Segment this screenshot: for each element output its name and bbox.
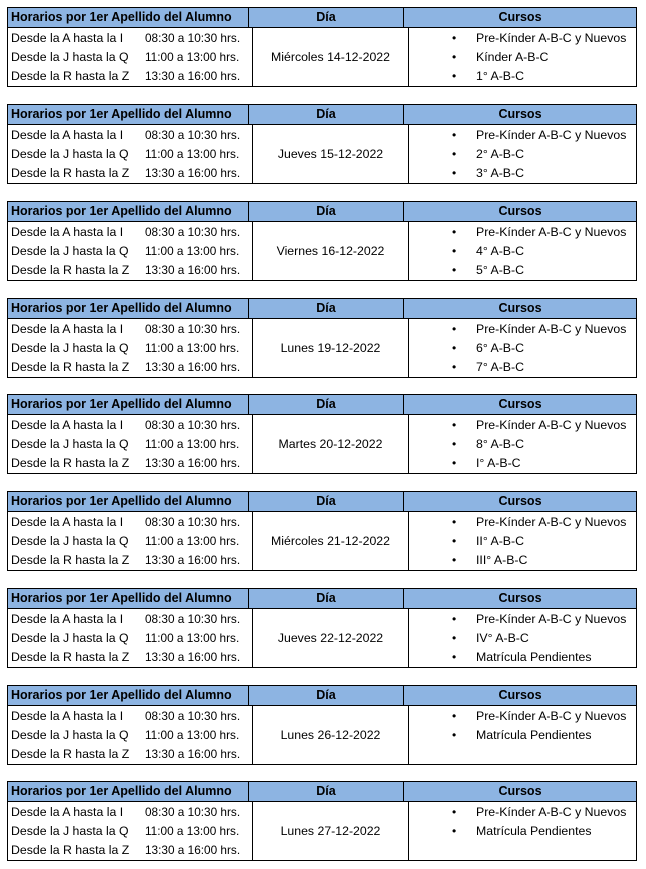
time-slot: 11:00 a 13:00 hrs. <box>145 534 240 548</box>
surname-range: Desde la J hasta la Q <box>11 341 129 355</box>
time-row <box>11 610 252 629</box>
course-item <box>409 532 636 551</box>
time-row <box>11 822 252 841</box>
courses-cell <box>409 28 636 86</box>
header-dia: Día <box>249 492 404 511</box>
time-row <box>11 164 252 183</box>
time-ranges <box>8 512 253 570</box>
surname-range: Desde la R hasta la Z <box>11 843 130 857</box>
time-slot: 11:00 a 13:00 hrs. <box>145 244 240 258</box>
course-item <box>409 48 636 67</box>
time-slot: 08:30 a 10:30 hrs. <box>145 128 241 142</box>
table-header <box>8 395 636 415</box>
table-body <box>8 512 636 570</box>
surname-range: Desde la J hasta la Q <box>11 244 129 258</box>
course-item <box>409 454 636 473</box>
table-header <box>8 782 636 802</box>
time-row <box>11 726 252 745</box>
course-label: Pre-Kínder A-B-C y Nuevos <box>476 709 627 723</box>
course-label: 8° A-B-C <box>476 437 524 451</box>
course-item <box>409 320 636 339</box>
table-header <box>8 202 636 222</box>
bullet-icon: • <box>452 263 457 277</box>
header-horarios: Horarios por 1er Apellido del Alumno <box>8 589 249 608</box>
header-horarios: Horarios por 1er Apellido del Alumno <box>8 299 249 318</box>
day-cell <box>253 415 409 473</box>
surname-range: Desde la J hasta la Q <box>11 824 129 838</box>
course-label: 1° A-B-C <box>476 69 524 83</box>
schedule-block <box>7 685 637 765</box>
time-slot: 08:30 a 10:30 hrs. <box>145 612 241 626</box>
time-slot: 13:30 a 16:00 hrs. <box>145 843 241 857</box>
table-body <box>8 28 636 86</box>
course-label: Matrícula Pendientes <box>476 824 592 838</box>
time-slot: 11:00 a 13:00 hrs. <box>145 147 240 161</box>
time-row <box>11 145 252 164</box>
day-cell <box>253 512 409 570</box>
day-cell <box>253 609 409 667</box>
surname-range: Desde la A hasta la I <box>11 612 124 626</box>
header-cursos: Cursos <box>498 591 542 605</box>
table-body <box>8 802 636 860</box>
table-header <box>8 492 636 512</box>
time-slot: 13:30 a 16:00 hrs. <box>145 69 241 83</box>
time-slot: 11:00 a 13:00 hrs. <box>145 437 240 451</box>
time-slot: 08:30 a 10:30 hrs. <box>145 805 241 819</box>
header-dia: Día <box>249 8 404 27</box>
time-slot: 08:30 a 10:30 hrs. <box>145 225 241 239</box>
surname-range: Desde la J hasta la Q <box>11 50 129 64</box>
time-row <box>11 242 252 261</box>
schedule-block <box>7 491 637 571</box>
header-dia: Día <box>249 105 404 124</box>
time-slot: 13:30 a 16:00 hrs. <box>145 650 241 664</box>
header-horarios: Horarios por 1er Apellido del Alumno <box>8 202 249 221</box>
course-item <box>409 629 636 648</box>
time-row <box>11 803 252 822</box>
courses-cell <box>409 706 636 764</box>
time-row <box>11 320 252 339</box>
course-item <box>409 803 636 822</box>
table-body <box>8 706 636 764</box>
schedule-block <box>7 394 637 474</box>
courses-cell <box>409 609 636 667</box>
bullet-icon: • <box>452 147 457 161</box>
surname-range: Desde la A hasta la I <box>11 322 124 336</box>
time-slot: 11:00 a 13:00 hrs. <box>145 631 240 645</box>
time-slot: 13:30 a 16:00 hrs. <box>145 360 241 374</box>
course-label: Pre-Kínder A-B-C y Nuevos <box>476 31 627 45</box>
bullet-icon: • <box>452 612 457 626</box>
table-header <box>8 8 636 28</box>
time-slot: 13:30 a 16:00 hrs. <box>145 263 241 277</box>
surname-range: Desde la A hasta la I <box>11 515 124 529</box>
course-item <box>409 610 636 629</box>
header-cursos: Cursos <box>498 204 542 218</box>
bullet-icon: • <box>452 709 457 723</box>
table-body <box>8 609 636 667</box>
header-cursos: Cursos <box>498 301 542 315</box>
time-ranges <box>8 222 253 280</box>
header-cursos: Cursos <box>498 10 542 24</box>
bullet-icon: • <box>452 322 457 336</box>
bullet-icon: • <box>452 728 457 742</box>
course-item <box>409 416 636 435</box>
table-body <box>8 319 636 377</box>
time-slot: 08:30 a 10:30 hrs. <box>145 322 241 336</box>
courses-cell <box>409 802 636 860</box>
courses-cell <box>409 319 636 377</box>
time-row <box>11 551 252 570</box>
bullet-icon: • <box>452 69 457 83</box>
surname-range: Desde la A hasta la I <box>11 225 124 239</box>
time-row <box>11 126 252 145</box>
course-label: I° A-B-C <box>476 456 521 470</box>
day-cell <box>253 125 409 183</box>
surname-range: Desde la J hasta la Q <box>11 437 129 451</box>
bullet-icon: • <box>452 824 457 838</box>
time-ranges <box>8 415 253 473</box>
header-dia: Día <box>249 299 404 318</box>
course-label: Kínder A-B-C <box>476 50 549 64</box>
surname-range: Desde la R hasta la Z <box>11 263 130 277</box>
time-slot: 08:30 a 10:30 hrs. <box>145 709 241 723</box>
courses-cell <box>409 125 636 183</box>
day-cell <box>253 222 409 280</box>
surname-range: Desde la A hasta la I <box>11 709 124 723</box>
time-row <box>11 261 252 280</box>
course-item <box>409 223 636 242</box>
course-item <box>409 145 636 164</box>
bullet-icon: • <box>452 166 457 180</box>
course-label: Matrícula Pendientes <box>476 650 592 664</box>
time-ranges <box>8 125 253 183</box>
table-header <box>8 105 636 125</box>
course-item <box>409 707 636 726</box>
table-header <box>8 686 636 706</box>
schedule-block <box>7 588 637 668</box>
bullet-icon: • <box>452 418 457 432</box>
surname-range: Desde la R hasta la Z <box>11 360 130 374</box>
table-header <box>8 299 636 319</box>
table-header <box>8 589 636 609</box>
course-item <box>409 126 636 145</box>
day-cell <box>253 802 409 860</box>
bullet-icon: • <box>452 631 457 645</box>
bullet-icon: • <box>452 225 457 239</box>
header-cursos: Cursos <box>498 397 542 411</box>
course-label: 5° A-B-C <box>476 263 524 277</box>
time-row <box>11 648 252 667</box>
time-row <box>11 532 252 551</box>
time-slot: 13:30 a 16:00 hrs. <box>145 747 241 761</box>
surname-range: Desde la A hasta la I <box>11 128 124 142</box>
time-slot: 11:00 a 13:00 hrs. <box>145 824 240 838</box>
bullet-icon: • <box>452 50 457 64</box>
day-cell <box>253 28 409 86</box>
course-label: Pre-Kínder A-B-C y Nuevos <box>476 612 627 626</box>
surname-range: Desde la R hasta la Z <box>11 166 130 180</box>
time-row <box>11 841 252 860</box>
course-label: Pre-Kínder A-B-C y Nuevos <box>476 128 627 142</box>
day-label: Lunes 19-12-2022 <box>280 341 381 355</box>
day-label: Martes 20-12-2022 <box>278 437 383 451</box>
header-horarios: Horarios por 1er Apellido del Alumno <box>8 686 249 705</box>
bullet-icon: • <box>452 805 457 819</box>
header-horarios: Horarios por 1er Apellido del Alumno <box>8 492 249 511</box>
course-item <box>409 551 636 570</box>
schedule-block <box>7 298 637 378</box>
time-ranges <box>8 319 253 377</box>
time-ranges <box>8 706 253 764</box>
header-cursos: Cursos <box>498 688 542 702</box>
course-item <box>409 339 636 358</box>
course-label: Pre-Kínder A-B-C y Nuevos <box>476 805 627 819</box>
time-slot: 08:30 a 10:30 hrs. <box>145 418 241 432</box>
surname-range: Desde la J hasta la Q <box>11 728 129 742</box>
bullet-icon: • <box>452 553 457 567</box>
surname-range: Desde la J hasta la Q <box>11 534 129 548</box>
time-row <box>11 358 252 377</box>
course-label: Matrícula Pendientes <box>476 728 592 742</box>
course-label: II° A-B-C <box>476 534 524 548</box>
time-row <box>11 223 252 242</box>
time-slot: 08:30 a 10:30 hrs. <box>145 31 241 45</box>
header-horarios: Horarios por 1er Apellido del Alumno <box>8 782 249 801</box>
courses-cell <box>409 512 636 570</box>
day-label: Miércoles 14-12-2022 <box>271 50 390 64</box>
time-slot: 13:30 a 16:00 hrs. <box>145 166 241 180</box>
day-label: Lunes 26-12-2022 <box>280 728 381 742</box>
course-item <box>409 513 636 532</box>
course-item <box>409 67 636 86</box>
bullet-icon: • <box>452 437 457 451</box>
time-slot: 11:00 a 13:00 hrs. <box>145 50 240 64</box>
bullet-icon: • <box>452 128 457 142</box>
bullet-icon: • <box>452 341 457 355</box>
day-label: Viernes 16-12-2022 <box>276 244 385 258</box>
surname-range: Desde la A hasta la I <box>11 418 124 432</box>
day-label: Lunes 27-12-2022 <box>280 824 381 838</box>
course-item <box>409 242 636 261</box>
courses-cell <box>409 222 636 280</box>
course-label: 3° A-B-C <box>476 166 524 180</box>
header-dia: Día <box>249 589 404 608</box>
header-horarios: Horarios por 1er Apellido del Alumno <box>8 8 249 27</box>
table-body <box>8 222 636 280</box>
header-cursos: Cursos <box>498 107 542 121</box>
courses-cell <box>409 415 636 473</box>
table-body <box>8 415 636 473</box>
schedule-block <box>7 201 637 281</box>
course-label: Pre-Kínder A-B-C y Nuevos <box>476 322 627 336</box>
time-row <box>11 29 252 48</box>
time-slot: 13:30 a 16:00 hrs. <box>145 456 241 470</box>
surname-range: Desde la R hasta la Z <box>11 69 130 83</box>
header-dia: Día <box>249 202 404 221</box>
course-label: Pre-Kínder A-B-C y Nuevos <box>476 515 627 529</box>
time-slot: 11:00 a 13:00 hrs. <box>145 728 240 742</box>
time-slot: 13:30 a 16:00 hrs. <box>145 553 241 567</box>
surname-range: Desde la R hasta la Z <box>11 747 130 761</box>
bullet-icon: • <box>452 244 457 258</box>
bullet-icon: • <box>452 31 457 45</box>
course-item <box>409 648 636 667</box>
time-row <box>11 416 252 435</box>
day-cell <box>253 319 409 377</box>
bullet-icon: • <box>452 360 457 374</box>
table-body <box>8 125 636 183</box>
course-label: IV° A-B-C <box>476 631 529 645</box>
time-row <box>11 435 252 454</box>
header-dia: Día <box>249 395 404 414</box>
surname-range: Desde la R hasta la Z <box>11 650 130 664</box>
time-row <box>11 745 252 764</box>
time-ranges <box>8 609 253 667</box>
course-item <box>409 435 636 454</box>
time-row <box>11 707 252 726</box>
header-horarios: Horarios por 1er Apellido del Alumno <box>8 105 249 124</box>
course-label: 4° A-B-C <box>476 244 524 258</box>
header-horarios: Horarios por 1er Apellido del Alumno <box>8 395 249 414</box>
bullet-icon: • <box>452 534 457 548</box>
time-row <box>11 48 252 67</box>
surname-range: Desde la A hasta la I <box>11 31 124 45</box>
header-cursos: Cursos <box>498 784 542 798</box>
time-ranges <box>8 28 253 86</box>
time-row <box>11 67 252 86</box>
bullet-icon: • <box>452 650 457 664</box>
time-row <box>11 454 252 473</box>
course-label: 7° A-B-C <box>476 360 524 374</box>
bullet-icon: • <box>452 456 457 470</box>
bullet-icon: • <box>452 515 457 529</box>
time-slot: 08:30 a 10:30 hrs. <box>145 515 241 529</box>
time-row <box>11 339 252 358</box>
surname-range: Desde la J hasta la Q <box>11 147 129 161</box>
schedule-block <box>7 104 637 184</box>
day-cell <box>253 706 409 764</box>
course-item <box>409 822 636 841</box>
course-item <box>409 164 636 183</box>
surname-range: Desde la R hasta la Z <box>11 553 130 567</box>
day-label: Jueves 22-12-2022 <box>277 631 384 645</box>
course-label: Pre-Kínder A-B-C y Nuevos <box>476 418 627 432</box>
course-item <box>409 358 636 377</box>
day-label: Miércoles 21-12-2022 <box>271 534 390 548</box>
time-row <box>11 629 252 648</box>
schedule-block <box>7 7 637 87</box>
course-label: 6° A-B-C <box>476 341 524 355</box>
header-dia: Día <box>249 686 404 705</box>
course-label: III° A-B-C <box>476 553 528 567</box>
course-item <box>409 261 636 280</box>
surname-range: Desde la R hasta la Z <box>11 456 130 470</box>
time-ranges <box>8 802 253 860</box>
day-label: Jueves 15-12-2022 <box>277 147 384 161</box>
course-label: 2° A-B-C <box>476 147 524 161</box>
surname-range: Desde la A hasta la I <box>11 805 124 819</box>
schedule-block <box>7 781 637 861</box>
time-slot: 11:00 a 13:00 hrs. <box>145 341 240 355</box>
course-label: Pre-Kínder A-B-C y Nuevos <box>476 225 627 239</box>
header-dia: Día <box>249 782 404 801</box>
surname-range: Desde la J hasta la Q <box>11 631 129 645</box>
header-cursos: Cursos <box>498 494 542 508</box>
course-item <box>409 726 636 745</box>
time-row <box>11 513 252 532</box>
course-item <box>409 29 636 48</box>
